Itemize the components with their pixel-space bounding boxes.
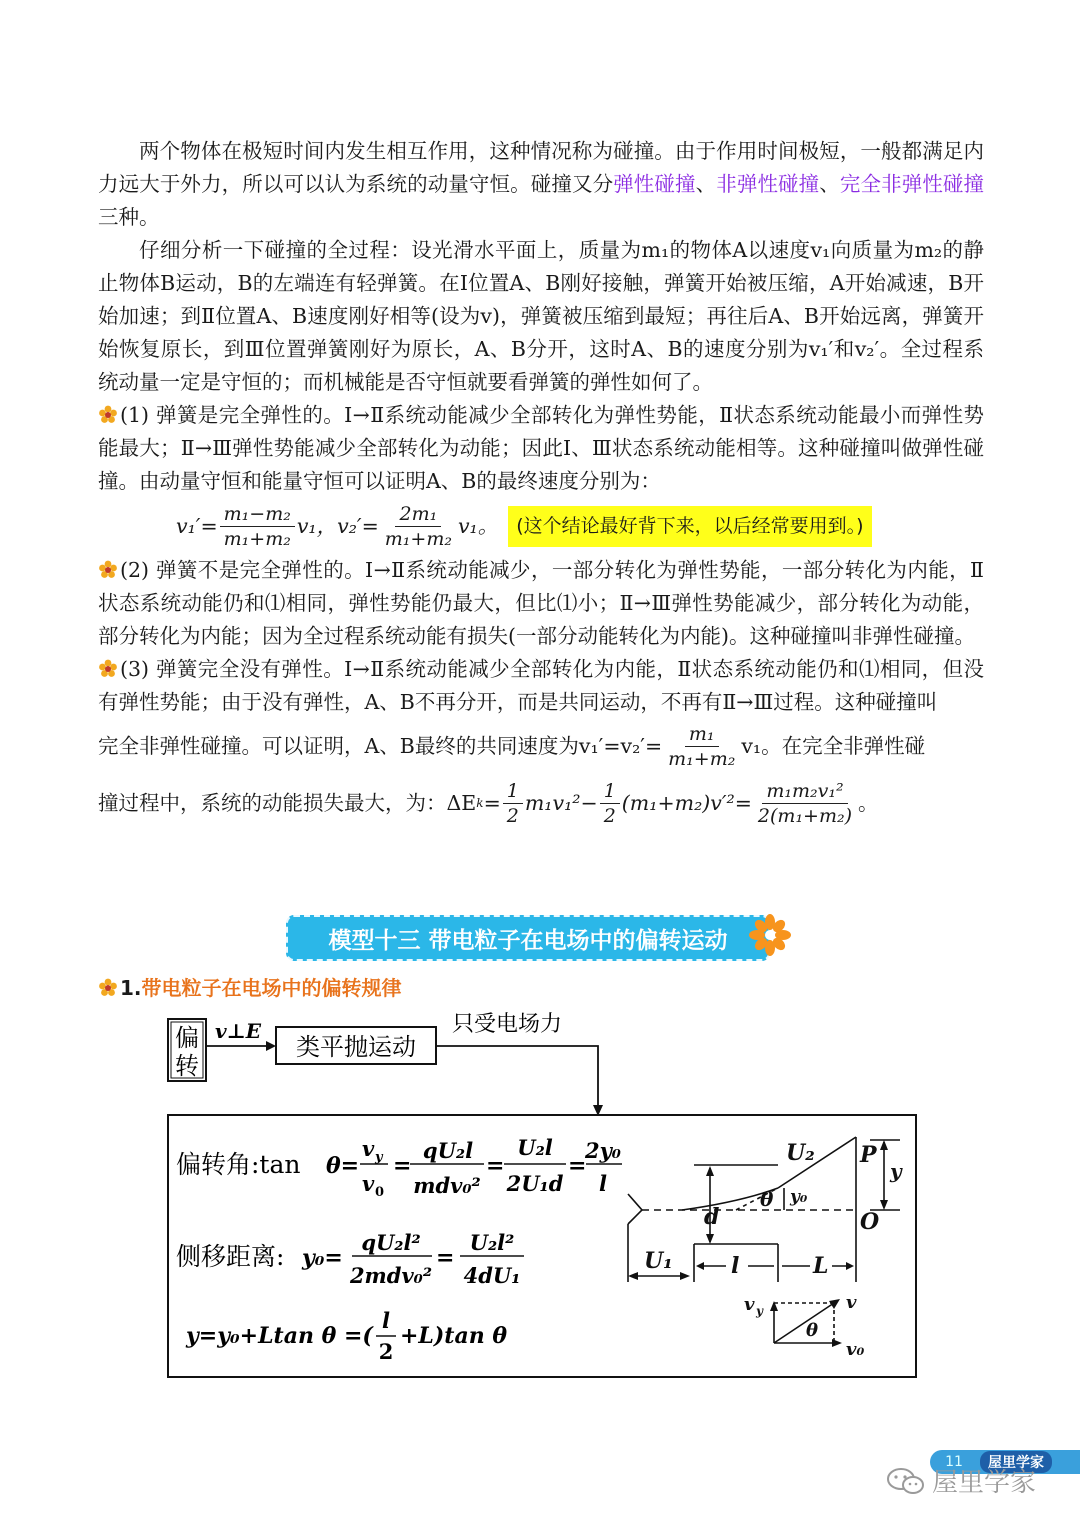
energy-loss-line: 撞过程中，系统的动能损失最大，为：ΔE k = $\frac{1}{2}$ m₁v₁²− $\frac{1}{2}$ (m₁+m₂)v′²= $\frac{\text{m₁m₂v₁²}}{\text{2(m₁+m₂)}}$ 。 [98,779,879,827]
process-paragraph: 仔细分析一下碰撞的全过程：设光滑水平面上，质量为m₁的物体A以速度v₁向质量为m₂的静止物体B运动，B的左端连有轻弹簧。在Ⅰ位置A、B刚好接触，弹簧开始被压缩，A开始减速，B开始加速；到Ⅱ位置A、B速度刚好相等(设为v)，弹簧被压缩到最短；再往后A、B开始远离，弹簧开始恢复原长，到Ⅲ位置弹簧刚好为原长，A、B分开，这时A、B的速度分别为v₁′和v₂′。全过程系统动量一定是守恒的；而机械能是否守恒就要看弹簧的弹性如何了。 [98,238,984,394]
svg-text:2: 2 [378,1339,394,1364]
common-velocity-line: 完全非弹性碰撞。可以证明，A、B最终的共同速度为v₁′=v₂′= $\frac{\text{m₁}}{\text{m₁+m₂}}$ v₁。在完全非弹性碰 [98,722,926,770]
box-label-bottom: 转 [175,1052,199,1080]
displacement-label: 侧移距离: [176,1242,285,1271]
svg-text:y: y [375,1150,383,1165]
angle-label: 偏转角:tan [176,1150,301,1179]
case-2-paragraph: (2) 弹簧不是完全弹性的。Ⅰ→Ⅱ系统动能减少，一部分转化为弹性势能，一部分转化为内能，Ⅱ状态系统动能仍和⑴相同，弹性势能仍最大，但比⑴小；Ⅱ→Ⅲ弹性势能减少，部分转化为动能，部分转化为内能；因为全过程系统动能有损失(一部分动能转化为内能)。这种碰撞叫非弹性碰撞。 [98,558,984,648]
svg-text:θ=: θ= [326,1153,360,1179]
length-L-label: L [813,1253,829,1279]
collision-type-perfectly-inelastic: 完全非弹性碰撞 [839,172,985,196]
v0-label: v₀ [846,1339,865,1360]
v-label: v [846,1292,857,1313]
svg-text:qU₂l: qU₂l [422,1138,474,1163]
svg-text:y: y [756,1304,763,1318]
svg-text:mdv₀²: mdv₀² [413,1173,481,1198]
fraction: $\frac{\text{m₁}}{\text{m₁+m₂}}$ [668,722,736,770]
svg-text:U₂l: U₂l [517,1135,553,1160]
fraction: $\frac{1}{2}$ [503,779,523,828]
highlight-note: (这个结论最好背下来，以后经常要用到。) [508,506,871,547]
svg-text:=: = [393,1153,412,1179]
force-note: 只受电场力 [452,1012,563,1037]
svg-text:v: v [362,1171,375,1196]
total-displacement-formula: y=y₀+Ltan θ =( [186,1323,373,1349]
point-p-label: P [860,1142,877,1168]
svg-text:U₂l²: U₂l² [469,1230,515,1255]
elastic-velocity-formula: v₁′= $\frac{\text{m₁−m₂}}{\text{m₁+m₂}}$ v₁，v₂′= $\frac{\text{2m₁}}{\text{m₁+m₂}}$ v₁。 (这个结论最好背下来，以后经常要用到。) [98,498,984,554]
fraction: $\frac{\text{m₁m₂v₁²}}{\text{2(m₁+m₂)}}$ [757,779,853,827]
intro-paragraph: 两个物体在极短时间内发生相互作用，这种情况称为碰撞。由于作用时间极短，一般都满足内力远大于外力，所以可以认为系统的动量守恒。碰撞又分弹性碰撞、非弹性碰撞、完全非弹性碰撞三种。 [98,139,985,229]
svg-text:y₀=: y₀= [302,1245,343,1271]
svg-text:=: = [486,1153,505,1179]
svg-text:2y₀: 2y₀ [584,1138,622,1163]
svg-text:2U₁d: 2U₁d [506,1171,564,1196]
d-label: d [704,1204,720,1230]
brand-name: 屋里学家 [980,1451,1052,1473]
voltage-u2-label: U₂ [786,1140,815,1166]
theta-label: θ [760,1187,774,1211]
voltage-u1-label: U₁ [644,1248,673,1274]
condition-label: v⊥E [214,1019,262,1043]
arrow-icon [266,1041,276,1051]
fraction: $\frac{\text{m₁−m₂}}{\text{m₁+m₂}}$ [220,502,295,551]
page-number: 11 [945,1454,963,1470]
case-3-paragraph: (3) 弹簧完全没有弹性。Ⅰ→Ⅱ系统动能减少全部转化为内能，Ⅱ状态系统动能仍和⑴相同，但没有弹性势能；由于没有弹性，A、B不再分开，而是共同运动，不再有Ⅱ→Ⅲ过程。这种碰撞叫 [98,657,984,714]
svg-text:=: = [436,1245,455,1271]
svg-text:+L)tan θ: +L)tan θ [400,1323,508,1349]
svg-text:2mdv₀²: 2mdv₀² [349,1263,433,1288]
svg-text:qU₂l²: qU₂l² [361,1230,421,1255]
svg-text:=: = [568,1153,587,1179]
section-banner: 模型十三 带电粒子在电场中的偏转运动 [286,915,770,961]
velocity-theta-label: θ [806,1320,819,1341]
wechat-icon [886,1466,926,1496]
projectile-motion-label: 类平抛运动 [296,1033,416,1061]
case-1-paragraph: (1) 弹簧是完全弹性的。Ⅰ→Ⅱ系统动能减少全部转化为弹性势能，Ⅱ状态系统动能最小而弹性势能最大；Ⅱ→Ⅲ弹性势能减少全部转化为动能；因此Ⅰ、Ⅲ状态系统动能相等。这种碰撞叫做弹性碰撞。由动量守恒和能量守恒可以证明A、B的最终速度分别为： [98,403,984,493]
svg-text:v: v [362,1136,375,1161]
vy-label: v [744,1294,755,1315]
fraction: $\frac{1}{2}$ [600,779,620,828]
y-label: y [890,1159,902,1183]
collision-type-elastic: 弹性碰撞 [613,172,696,196]
svg-text:0: 0 [375,1185,385,1200]
svg-text:l: l [599,1171,607,1196]
length-l-label: l [731,1253,740,1279]
svg-text:l: l [382,1308,390,1333]
svg-text:4dU₁: 4dU₁ [463,1263,521,1288]
watermark: 屋里学家 [886,1462,1036,1499]
section-title: 1.带电粒子在电场中的偏转规律 [98,972,402,1001]
box-label-top: 偏 [175,1024,199,1052]
fraction: $\frac{\text{2m₁}}{\text{m₁+m₂}}$ [384,502,452,550]
point-o-label: O [860,1209,880,1235]
y0-label: y₀ [790,1187,808,1207]
collision-type-inelastic: 非弹性碰撞 [716,172,820,196]
